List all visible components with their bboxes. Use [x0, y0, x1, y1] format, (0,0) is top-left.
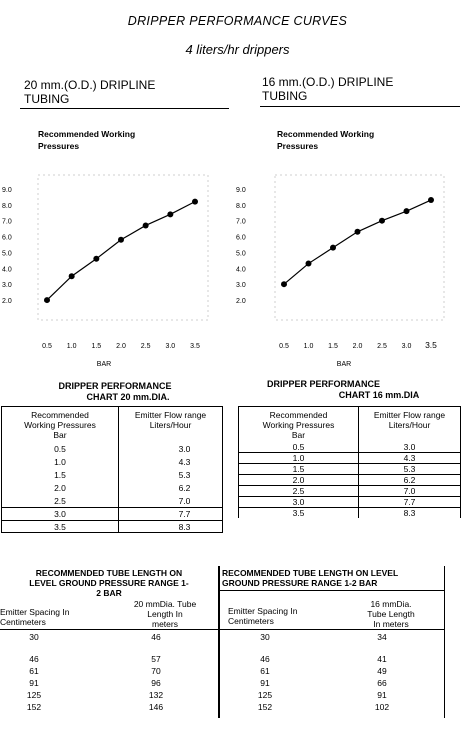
y-tick-label: 4.0 [236, 266, 246, 274]
header-text: Centimeters [228, 616, 274, 626]
table-row [239, 497, 461, 508]
page-subtitle: 4 liters/hr drippers [185, 42, 290, 57]
right-length-title-line: GROUND PRESSURE RANGE 1-2 BAR [222, 578, 378, 588]
right-perf-title-line1: DRIPPER PERFORMANCE [267, 379, 381, 389]
x-tick-label: 2.5 [140, 343, 151, 350]
table-row [0, 632, 218, 643]
table-row [220, 654, 444, 665]
table-row [239, 486, 461, 497]
length-cell: 41 [377, 654, 387, 664]
data-point [355, 229, 361, 235]
table-cell: 7.0 [359, 486, 461, 497]
table-row [239, 453, 461, 464]
table-cell: 4.3 [119, 455, 223, 468]
table-cell: 7.7 [119, 508, 223, 521]
right-perf-chart-title [255, 379, 455, 401]
length-cell: 49 [377, 666, 387, 676]
spacing-cell: 46 [260, 654, 270, 664]
x-tick-label: 3.5 [190, 343, 200, 350]
left-length-title [0, 566, 218, 598]
table-cell: 3.5 [239, 508, 359, 519]
right-tubing-heading [262, 75, 393, 103]
x-tick-label: 1.0 [66, 343, 77, 350]
right-performance-chart [232, 170, 472, 375]
spacing-cell: 152 [257, 702, 273, 712]
spacing-cell: 30 [260, 632, 270, 642]
table-row [2, 468, 223, 481]
right-length-title-line: RECOMMENDED TUBE LENGTH ON LEVEL [222, 568, 399, 578]
table-row [0, 678, 218, 689]
x-tick-label: 1.0 [303, 343, 314, 350]
data-point [330, 245, 336, 251]
data-point [306, 261, 312, 267]
table-row [239, 475, 461, 486]
right-length-header-spacing [228, 606, 338, 626]
left-length-title-line: LEVEL GROUND PRESSURE RANGE 1- [29, 578, 189, 588]
header-text: Emitter Spacing In [228, 606, 298, 616]
table-row [0, 702, 218, 713]
table-row [220, 690, 444, 701]
data-point [379, 218, 385, 224]
header-text: Length In [147, 609, 183, 619]
table-row [2, 481, 223, 494]
left-tubing-heading [24, 78, 155, 106]
header-text: Emitter Flow range [373, 410, 446, 420]
table-row [239, 464, 461, 475]
table-cell: 6.2 [119, 481, 223, 494]
table-cell: 6.2 [359, 475, 461, 486]
header-text: Centimeters [0, 617, 46, 627]
table-cell: 7.0 [119, 494, 223, 508]
header-text: Working Pressures [262, 420, 335, 430]
data-point [44, 297, 50, 303]
table-cell: 3.0 [2, 508, 119, 521]
left-length-header-rule [0, 629, 218, 630]
data-point [118, 237, 124, 243]
left-tubing-line1: 20 mm.(O.D.) DRIPLINE [24, 78, 156, 92]
table-cell: 1.5 [239, 464, 359, 475]
y-tick-label: 8.0 [2, 202, 12, 210]
header-text: Working Pressures [24, 420, 96, 430]
header-text: Liters/Hour [149, 420, 192, 430]
left-perf-header-pressure [2, 407, 119, 443]
plot-frame [275, 175, 444, 320]
left-performance-chart [0, 170, 230, 375]
table-cell: 5.3 [119, 468, 223, 481]
length-cell: 34 [377, 632, 387, 642]
data-point [428, 197, 434, 203]
left-perf-title-line2: CHART 20 mm.DIA. [86, 392, 170, 402]
x-tick-label: 3.0 [165, 343, 176, 350]
y-tick-label: 2.0 [236, 298, 246, 306]
table-row [2, 455, 223, 468]
spacing-cell: 30 [29, 632, 39, 642]
header-text: Liters/Hour [388, 420, 431, 430]
y-tick-label: 3.0 [2, 282, 12, 290]
x-tick-label: 0.5 [279, 343, 289, 350]
table-cell: 2.0 [239, 475, 359, 486]
right-length-title [220, 566, 444, 588]
right-length-header-rule [220, 629, 444, 630]
spacing-cell: 152 [26, 702, 42, 712]
y-tick-label: 3.0 [236, 282, 246, 290]
right-chart-title-line2: Pressures [277, 141, 319, 151]
left-chart-title-line2: Pressures [38, 141, 80, 151]
y-tick-label: 4.0 [2, 266, 12, 274]
left-perf-title-line1: DRIPPER PERFORMANCE [58, 381, 172, 391]
table-cell: 2.5 [2, 494, 119, 508]
table-cell: 2.0 [2, 481, 119, 494]
right-tubing-line1: 16 mm.(O.D.) DRIPLINE [262, 75, 394, 89]
x-tick-label: 1.5 [91, 343, 102, 350]
table-cell: 3.5 [2, 521, 119, 533]
x-axis-title: BAR [96, 361, 112, 368]
left-length-title-line: 2 BAR [96, 588, 122, 598]
left-perf-table [1, 406, 223, 533]
length-cell: 57 [151, 654, 161, 664]
table-row [0, 654, 218, 665]
left-length-section [0, 566, 219, 718]
table-cell: 5.3 [359, 464, 461, 475]
series-line [47, 202, 195, 300]
right-perf-title-line2: CHART 16 mm.DIA [338, 390, 420, 400]
table-cell: 1.0 [2, 455, 119, 468]
left-tubing-line2: TUBING [24, 92, 70, 106]
left-perf-chart-title [20, 381, 210, 403]
table-cell: 3.0 [119, 442, 223, 455]
table-cell: 0.5 [239, 442, 359, 453]
length-cell: 46 [151, 632, 161, 642]
y-tick-label: 9.0 [2, 186, 12, 194]
right-length-section [219, 566, 445, 718]
table-cell: 7.7 [359, 497, 461, 508]
y-tick-label: 5.0 [236, 250, 246, 258]
table-cell: 8.3 [359, 508, 461, 519]
y-tick-label: 6.0 [2, 234, 12, 242]
data-point [404, 208, 410, 214]
table-row [239, 442, 461, 453]
table-cell: 8.3 [119, 521, 223, 533]
table-cell: 3.0 [239, 497, 359, 508]
data-point [192, 199, 198, 205]
table-cell: 4.3 [359, 453, 461, 464]
table-row [220, 678, 444, 689]
table-row [220, 666, 444, 677]
right-perf-table [238, 406, 461, 518]
y-tick-label: 2.0 [2, 298, 12, 306]
right-chart-title [277, 128, 374, 152]
table-cell: 1.5 [2, 468, 119, 481]
length-cell: 91 [377, 690, 387, 700]
length-cell: 132 [148, 690, 164, 700]
right-divider [260, 106, 460, 107]
y-tick-label: 6.0 [236, 234, 246, 242]
left-length-title-line: RECOMMENDED TUBE LENGTH ON [35, 568, 183, 578]
header-text: Bar [53, 430, 67, 440]
page-title: DRIPPER PERFORMANCE CURVES [127, 14, 348, 28]
header-text: In meters [373, 619, 409, 629]
table-cell: 3.0 [359, 442, 461, 453]
spacing-cell: 61 [29, 666, 39, 676]
spacing-cell: 91 [260, 678, 270, 688]
y-tick-label: 7.0 [2, 218, 12, 226]
table-cell: 2.5 [239, 486, 359, 497]
left-chart-title-line1: Recommended Working [38, 129, 136, 139]
header-text: 20 mmDia. Tube [133, 599, 197, 609]
table-row [220, 632, 444, 643]
table-cell: 0.5 [2, 442, 119, 455]
x-tick-label: 2.5 [377, 343, 387, 350]
spacing-cell: 46 [29, 654, 39, 664]
header-text: Emitter Flow range [134, 410, 207, 420]
table-row [2, 494, 223, 508]
header-text: Bar [291, 430, 306, 440]
x-axis-title: BAR [336, 361, 352, 368]
table-row [0, 690, 218, 701]
y-tick-label: 8.0 [236, 202, 246, 210]
header-text: 16 mmDia. [370, 599, 412, 609]
table-row [2, 521, 223, 533]
spacing-cell: 125 [26, 690, 42, 700]
plot-frame [38, 175, 208, 320]
data-point [93, 256, 99, 262]
length-cell: 96 [151, 678, 161, 688]
x-tick-label: 3.0 [401, 343, 412, 350]
left-chart-title [38, 128, 135, 152]
header-text: Tube Length [367, 609, 415, 619]
x-tick-label: 2.0 [116, 343, 126, 350]
table-row [2, 442, 223, 455]
header-text: Recommended [31, 410, 89, 420]
y-tick-label: 9.0 [236, 186, 246, 194]
y-tick-label: 5.0 [2, 250, 12, 258]
header-text: Recommended [269, 410, 328, 420]
length-cell: 146 [148, 702, 164, 712]
table-cell: 1.0 [239, 453, 359, 464]
left-perf-header-flow [119, 407, 223, 443]
right-tubing-line2: TUBING [262, 89, 308, 103]
length-cell: 102 [374, 702, 390, 712]
spacing-cell: 61 [260, 666, 270, 676]
data-point [143, 222, 149, 228]
data-point [69, 273, 75, 279]
right-perf-header-flow [359, 407, 461, 443]
right-length-header-length [338, 599, 444, 629]
data-point [167, 211, 173, 217]
header-text: Emitter Spacing In [0, 607, 70, 617]
left-length-header-spacing [0, 599, 110, 627]
table-row [0, 666, 218, 677]
length-cell: 70 [151, 666, 161, 676]
length-cell: 66 [377, 678, 387, 688]
right-length-title-rule [220, 590, 444, 591]
right-perf-header-pressure [239, 407, 359, 443]
x-tick-label: 3.5 [425, 340, 437, 350]
x-tick-label: 1.5 [328, 343, 338, 350]
right-chart-title-line1: Recommended Working [277, 129, 375, 139]
y-tick-label: 7.0 [236, 218, 246, 226]
spacing-cell: 91 [29, 678, 39, 688]
header-text: meters [152, 619, 178, 629]
left-length-header-length [112, 599, 218, 629]
x-tick-label: 0.5 [42, 343, 52, 350]
x-tick-label: 2.0 [352, 343, 363, 350]
table-row [220, 702, 444, 713]
left-divider [20, 108, 229, 109]
table-row [2, 508, 223, 521]
spacing-cell: 125 [257, 690, 273, 700]
data-point [281, 281, 287, 287]
table-row [239, 508, 461, 519]
